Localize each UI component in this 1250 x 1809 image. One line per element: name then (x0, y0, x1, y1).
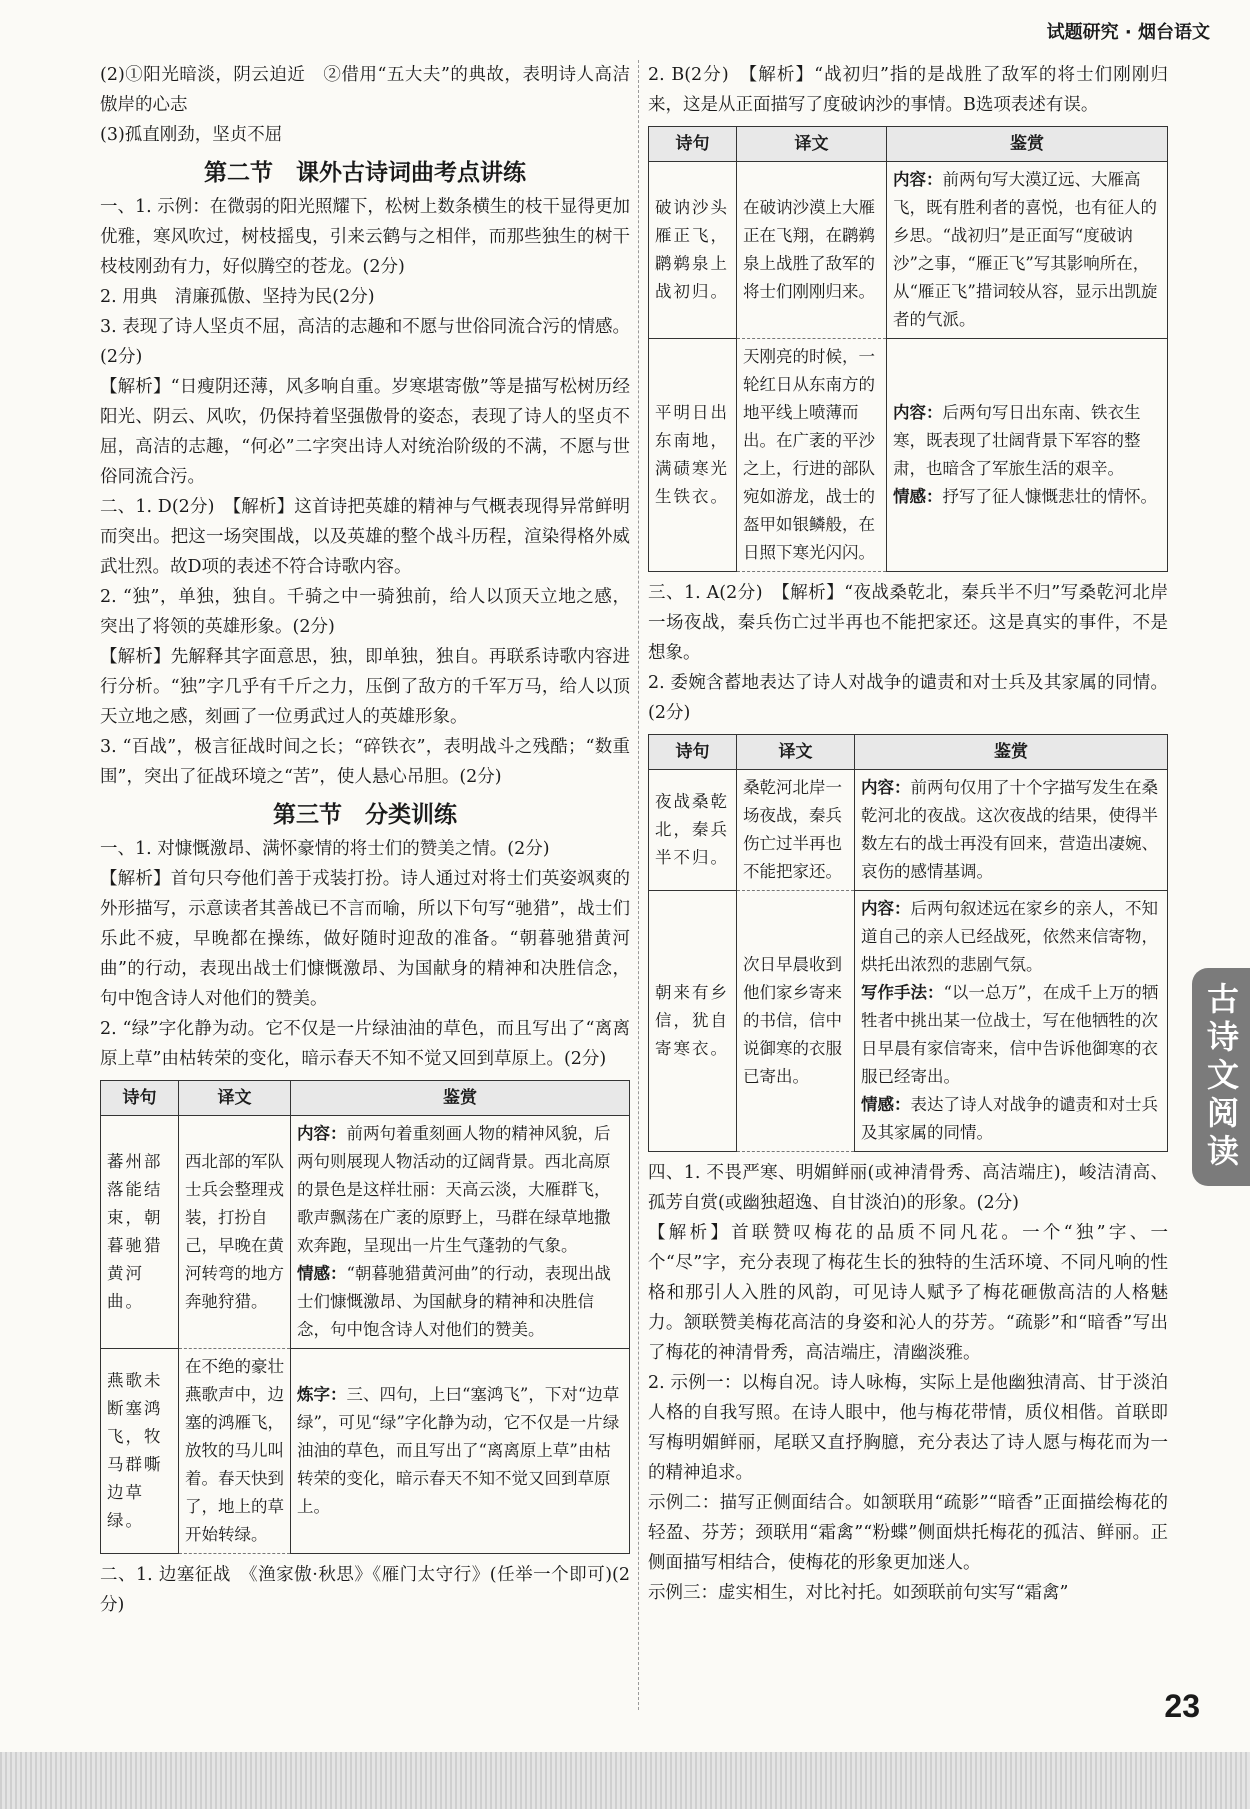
column-divider (638, 60, 639, 1710)
answer-item: 三、1. A(2分) 【解析】“夜战桑乾北，秦兵半不归”写桑乾河北岸一场夜战，秦兵伤亡过半再也不能把家还。这是真实的事件，不是想象。 (648, 583, 1168, 663)
translation: 桑乾河北岸一场夜战，秦兵伤亡过半再也不能把家还。 (737, 770, 855, 891)
appreciation (887, 339, 1168, 572)
answer-item: 2. B(2分) 【解析】“战初归”指的是战胜了敌军的将士们刚刚归来，这是从正面描写了度破讷沙的事情。B选项表述有误。 (648, 65, 1168, 115)
label: 内容： (297, 1124, 347, 1143)
poem-line: 破讷沙头雁正飞，䴙鹈泉上战初归。 (649, 162, 737, 339)
translation: 天刚亮的时候，一轮红日从东南方的地平线上喷薄而出。在广袤的平沙之上，行进的部队宛如游龙，战士的盔甲如银鳞般，在日照下寒光闪闪。 (737, 339, 887, 572)
label: 情感： (861, 1095, 911, 1114)
answer-item: 二、1. D(2分) 【解析】这首诗把英雄的精神与气概表现得异常鲜明而突出。把这一场突围战，以及英雄的整个战斗历程，渲染得格外威武壮烈。故D项的表述不符合诗歌内容。 (100, 497, 630, 577)
table-row (649, 162, 1168, 339)
answer-item: 2. 用典 清廉孤傲、坚持为民(2分) (100, 287, 375, 307)
text: 后两句叙述远在家乡的亲人，不知道自己的亲人已经战死，依然来信寄物，烘托出浓烈的悲剧气氛。 (861, 899, 1158, 974)
table-row (101, 1116, 630, 1349)
label: 内容： (861, 778, 911, 797)
label: 内容： (861, 899, 911, 918)
answer-item: 2. 示例一：以梅自况。诗人咏梅，实际上是他幽独清高、甘于淡泊人格的自我写照。在诗人眼中，他与梅花带情，质仪相偕。首联即写梅明媚鲜丽，尾联又直抒胸臆，充分表达了诗人愿与梅花而为一的精神追求。 (648, 1373, 1168, 1483)
table-row (649, 770, 1168, 891)
poem-line: 燕歌未断塞鸿飞，牧马群嘶边草绿。 (101, 1349, 179, 1554)
page-number: 23 (1164, 1688, 1200, 1724)
text: 前两句着重刻画人物的精神风貌，后两句则展现人物活动的辽阔背景。西北高原的景色是这样壮丽：天高云淡，大雁群飞，歌声飘荡在广袤的原野上，马群在绿草地撒欢奔跑，呈现出一片生气蓬勃的气象。 (297, 1124, 611, 1255)
label: 情感： (297, 1264, 347, 1283)
answer-item: 3. 表现了诗人坚贞不屈，高洁的志趣和不愿与世俗同流合污的情感。(2分) (100, 317, 630, 367)
label: 情感： (893, 487, 943, 506)
table-header: 鉴赏 (887, 127, 1168, 162)
label: 写作手法： (861, 983, 944, 1002)
side-tab-label: 古诗文阅读 (1192, 968, 1250, 1186)
poem-line: 平明日出东南地，满碛寒光生铁衣。 (649, 339, 737, 572)
answer-item: 四、1. 不畏严寒、明媚鲜丽(或神清骨秀、高洁端庄)，峻洁清高、孤芳自赏(或幽独超逸、自甘淡泊)的形象。(2分) (648, 1163, 1168, 1213)
table-row (649, 891, 1168, 1152)
answer-item: 示例二：描写正侧面结合。如颔联用“疏影”“暗香”正面描绘梅花的轻盈、芬芳；颈联用“霜禽”“粉蝶”侧面烘托梅花的孤洁、鲜丽。正侧面描写相结合，使梅花的形象更加迷人。 (648, 1493, 1168, 1573)
label: 炼字： (297, 1385, 347, 1404)
section-title: 第三节 分类训练 (273, 802, 457, 828)
text: “以一总万”，在成千上万的牺牲者中挑出某一位战士，写在他牺牲的次日早晨有家信寄来，信中告诉他御寒的衣服已经寄出。 (861, 983, 1159, 1086)
section-title: 第二节 课外古诗词曲考点讲练 (204, 160, 526, 186)
translation: 西北部的军队士兵会整理戎装，打扮自己，早晚在黄河转弯的地方奔驰狩猎。 (179, 1116, 291, 1349)
analysis: 【解析】首句只夸他们善于戎装打扮。诗人通过对将士们英姿飒爽的外形描写，示意读者其善战已不言而喻，所以下句写“驰猎”，战士们乐此不疲，早晚都在操练，做好随时迎敌的准备。“朝暮驰猎黄河曲”的行动，表现出战士们慷慨激昂、为国献身的精神和决胜信念，句中饱含诗人对他们的赞美。 (100, 869, 630, 1009)
translation: 次日早晨收到他们家乡寄来的书信，信中说御寒的衣服已寄出。 (737, 891, 855, 1152)
answer-item: 2. “独”，单独，独自。千骑之中一骑独前，给人以顶天立地之感，突出了将领的英雄形象。(2分) (100, 587, 630, 637)
table-header: 译文 (179, 1081, 291, 1116)
answer-line: (3)孤直刚劲，坚贞不屈 (100, 125, 283, 145)
label: 内容： (893, 403, 943, 422)
table-header: 鉴赏 (855, 735, 1168, 770)
appreciation-table (648, 734, 1168, 1152)
appreciation-table (100, 1080, 630, 1554)
appreciation (887, 162, 1168, 339)
translation: 在破讷沙漠上大雁正在飞翔，在䴙鹈泉上战胜了敌军的将士们刚刚归来。 (737, 162, 887, 339)
appreciation (291, 1349, 630, 1554)
table-header: 译文 (737, 127, 887, 162)
footer-band (0, 1752, 1250, 1809)
answer-item: 3. “百战”，极言征战时间之长；“碎铁衣”，表明战斗之残酷；“数重围”，突出了征战环境之“苦”，使人悬心吊胆。(2分) (100, 737, 630, 787)
table-header: 诗句 (101, 1081, 179, 1116)
appreciation (855, 770, 1168, 891)
answer-item: 示例三：虚实相生，对比衬托。如颈联前句实写“霜禽” (648, 1583, 1069, 1603)
translation: 在不绝的豪壮燕歌声中，边塞的鸿雁飞，放牧的马儿叫着。春天快到了，地上的草开始转绿。 (179, 1349, 291, 1554)
right-column (648, 60, 1168, 1608)
answer-item: 2. “绿”字化静为动。它不仅是一片绿油油的草色，而且写出了“离离原上草”由枯转荣的变化，暗示春天不知不觉又回到草原上。(2分) (100, 1019, 630, 1069)
answer-line: (2)①阳光暗淡，阴云迫近 ②借用“五大夫”的典故，表明诗人高洁傲岸的心志 (100, 65, 630, 115)
text: “朝暮驰猎黄河曲”的行动，表现出战士们慷慨激昂、为国献身的精神和决胜信念，句中饱含诗人对他们的赞美。 (297, 1264, 611, 1339)
appreciation (291, 1116, 630, 1349)
table-header: 诗句 (649, 735, 737, 770)
analysis: 【解析】首联赞叹梅花的品质不同凡花。一个“独”字、一个“尽”字，充分表现了梅花生长的独特的生活环境、不同凡响的性格和那引人入胜的风韵，可见诗人赋予了梅花砸傲高洁的人格魅力。颔联赞美梅花高洁的身姿和沁人的芬芳。“疏影”和“暗香”写出了梅花的神清骨秀，高洁端庄，清幽淡雅。 (648, 1223, 1168, 1363)
appreciation (855, 891, 1168, 1152)
text: 后两句写日出东南、铁衣生寒，既表现了壮阔背景下军容的整肃，也暗含了军旅生活的艰辛。 (893, 403, 1141, 478)
table-row (649, 339, 1168, 572)
table-header: 鉴赏 (291, 1081, 630, 1116)
table-header: 译文 (737, 735, 855, 770)
poem-line: 蕃州部落能结束，朝暮驰猎黄河曲。 (101, 1116, 179, 1349)
text: 抒写了征人慷慨悲壮的情怀。 (942, 487, 1157, 506)
left-column (100, 60, 630, 1620)
poem-line: 夜战桑乾北，秦兵半不归。 (649, 770, 737, 891)
analysis: 【解析】先解释其字面意思，独，即单独，独自。再联系诗歌内容进行分析。“独”字几乎有千斤之力，压倒了敌方的千军万马，给人以顶天立地之感，刻画了一位勇武过人的英雄形象。 (100, 647, 630, 727)
table-row (101, 1349, 630, 1554)
text: 前两句写大漠辽远、大雁高飞，既有胜利者的喜悦，也有征人的乡思。“战初归”是正面写“度破讷沙”之事，“雁正飞”写其影响所在，从“雁正飞”措词较从容，显示出凯旋者的气派。 (893, 170, 1158, 329)
text: 表达了诗人对战争的谴责和对士兵及其家属的同情。 (861, 1095, 1158, 1142)
answer-item: 一、1. 示例：在微弱的阳光照耀下，松树上数条横生的枝干显得更加优雅，寒风吹过，树枝摇曳，引来云鹤与之相伴，而那些独生的树干枝枝刚劲有力，好似腾空的苍龙。(2分) (100, 197, 630, 277)
text: 三、四句，上曰“塞鸿飞”，下对“边草绿”，可见“绿”字化静为动，它不仅是一片绿油油的草色，而且写出了“离离原上草”由枯转荣的变化，暗示春天不知不觉又回到草原上。 (297, 1385, 620, 1516)
answer-item: 一、1. 对慷慨激昂、满怀豪情的将士们的赞美之情。(2分) (100, 839, 550, 859)
running-header: 试题研究 · 烟台语文 (1046, 22, 1210, 43)
table-header: 诗句 (649, 127, 737, 162)
label: 内容： (893, 170, 943, 189)
answer-item: 二、1. 边塞征战 《渔家傲·秋思》《雁门太守行》(任举一个即可)(2分) (100, 1565, 630, 1615)
poem-line: 朝来有乡信，犹自寄寒衣。 (649, 891, 737, 1152)
text: 前两句仅用了十个字描写发生在桑乾河北的夜战。这次夜战的结果，使得半数左右的战士再没有回来，营造出凄婉、哀伤的感情基调。 (861, 778, 1158, 881)
appreciation-table (648, 126, 1168, 572)
analysis: 【解析】“日瘦阴还薄，风多响自重。岁寒堪寄傲”等是描写松树历经阳光、阴云、风吹，仍保持着坚强傲骨的姿态，表现了诗人的坚贞不屈，高洁的志趣，“何必”二字突出诗人对统治阶级的不满，不愿与世俗同流合污。 (100, 377, 630, 487)
answer-item: 2. 委婉含蓄地表达了诗人对战争的谴责和对士兵及其家属的同情。(2分) (648, 673, 1168, 723)
